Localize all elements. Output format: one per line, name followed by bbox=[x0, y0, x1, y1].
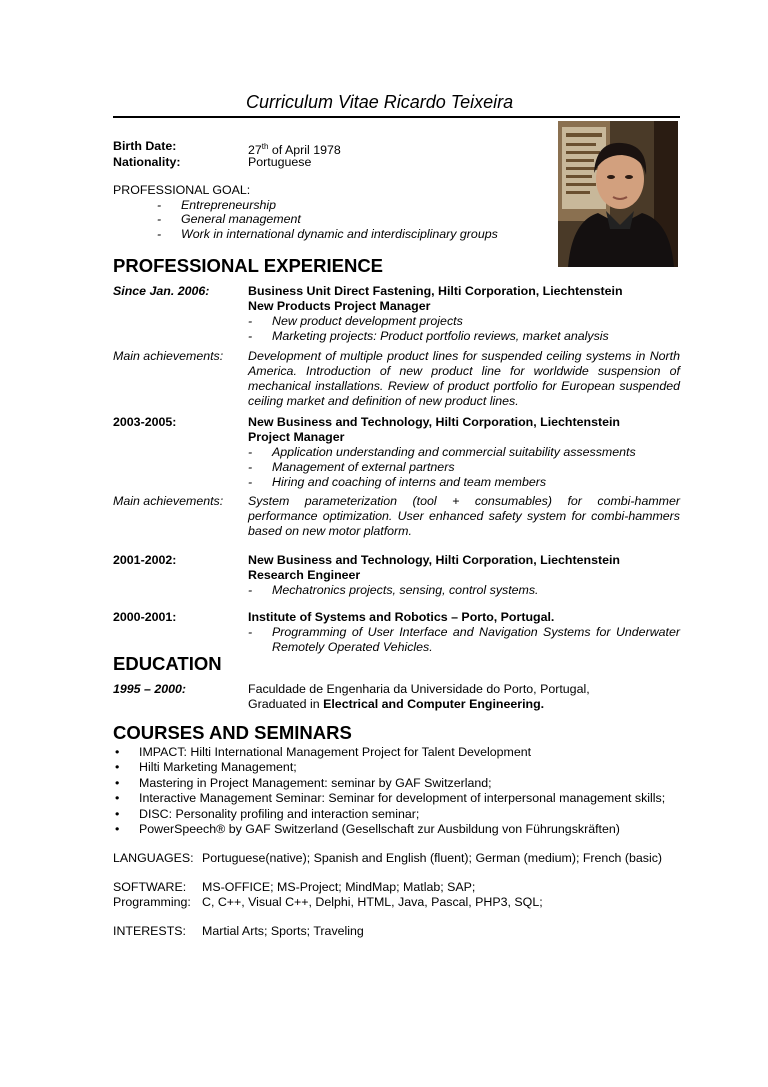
birth-day-suffix: th bbox=[261, 142, 269, 151]
software-label: SOFTWARE: bbox=[113, 880, 187, 894]
birth-date-label: Birth Date: bbox=[113, 139, 177, 153]
languages-label: LANGUAGES: bbox=[113, 851, 194, 865]
job-details bbox=[248, 553, 680, 598]
experience-heading: PROFESSIONAL EXPERIENCE bbox=[113, 255, 384, 276]
job-bullet: - Marketing projects: Product portfolio reviews, market analysis bbox=[248, 329, 609, 343]
job-details bbox=[248, 610, 680, 655]
job-bullet: - Mechatronics projects, sensing, control systems. bbox=[248, 583, 539, 597]
job-bullet: - Programming of User Interface and Navigation Systems for Underwater Remotely Operated Vehicles. bbox=[248, 625, 680, 654]
goal-heading: PROFESSIONAL GOAL: bbox=[113, 183, 251, 197]
job-bullet: - Management of external partners bbox=[248, 460, 455, 474]
job-period: 2000-2001: bbox=[113, 610, 177, 624]
birth-day: 27 bbox=[248, 143, 262, 158]
job-bullet: - Application understanding and commercial suitability assessments bbox=[248, 445, 636, 459]
courses-heading: COURSES AND SEMINARS bbox=[113, 722, 352, 743]
software-value: MS-OFFICE; MS-Project; MindMap; Matlab; SAP; bbox=[202, 880, 476, 894]
list-item: • Mastering in Project Management: seminar by GAF Switzerland; bbox=[115, 775, 492, 790]
job-details bbox=[248, 415, 680, 490]
list-item: • Interactive Management Seminar: Seminar for development of interpersonal management skills; bbox=[115, 791, 666, 806]
job-company: New Business and Technology, Hilti Corporation, Liechtenstein bbox=[248, 415, 620, 429]
education-heading: EDUCATION bbox=[113, 653, 222, 674]
job-details bbox=[248, 284, 680, 344]
job-company: New Business and Technology, Hilti Corporation, Liechtenstein bbox=[248, 553, 620, 567]
languages-row bbox=[113, 851, 662, 866]
document-title: Curriculum Vitae Ricardo Teixeira bbox=[246, 92, 514, 112]
goal-item: - Work in international dynamic and interdisciplinary groups bbox=[157, 227, 498, 241]
programming-label: Programming: bbox=[113, 895, 191, 909]
programming-value: C, C++, Visual C++, Delphi, HTML, Java, Pascal, PHP3, SQL; bbox=[202, 895, 543, 909]
programming-row bbox=[113, 895, 543, 910]
list-item: • IMPACT: Hilti International Management Project for Talent Development bbox=[115, 745, 532, 759]
education-period: 1995 – 2000: bbox=[113, 682, 187, 696]
nationality-label: Nationality: bbox=[113, 155, 181, 169]
job-period: 2001-2002: bbox=[113, 553, 177, 567]
list-item: • Hilti Marketing Management; bbox=[115, 760, 297, 775]
profile-photo bbox=[558, 121, 678, 267]
interests-label: INTERESTS: bbox=[113, 924, 186, 938]
courses-list bbox=[113, 745, 665, 837]
job-period: 2003-2005: bbox=[113, 415, 177, 429]
title-rule bbox=[113, 116, 680, 118]
job-bullet: - New product development projects bbox=[248, 314, 463, 328]
nationality-value: Portuguese bbox=[248, 155, 312, 169]
achievements-text: Development of multiple product lines for suspended ceiling systems in North America. Introduction of new product line for worldwide suspension of mechanical installations. Review of product portfolio for European suspended ceiling market and definition of new product lines. bbox=[248, 349, 680, 408]
list-item: • DISC: Personality profiling and interaction seminar; bbox=[115, 806, 420, 821]
interests-row bbox=[113, 924, 364, 939]
education-school: Faculdade de Engenharia da Universidade do Porto, Portugal, bbox=[248, 682, 590, 696]
job-role: New Products Project Manager bbox=[248, 299, 431, 313]
languages-value: Portuguese(native); Spanish and English (fluent); German (medium); French (basic) bbox=[202, 851, 663, 865]
job-bullet: - Hiring and coaching of interns and team members bbox=[248, 475, 547, 489]
software-row bbox=[113, 880, 475, 895]
achievements-label: Main achievements: bbox=[113, 494, 224, 508]
goal-item: - Entrepreneurship bbox=[157, 198, 277, 212]
birth-month-year: of April 1978 bbox=[268, 143, 341, 158]
job-role: Project Manager bbox=[248, 430, 345, 444]
job-company: Institute of Systems and Robotics – Porto, Portugal. bbox=[248, 610, 555, 624]
achievements-label: Main achievements: bbox=[113, 349, 224, 363]
job-role: Research Engineer bbox=[248, 568, 361, 582]
job-period: Since Jan. 2006: bbox=[113, 284, 210, 298]
job-company: Business Unit Direct Fastening, Hilti Corporation, Liechtenstein bbox=[248, 284, 623, 298]
achievements-text: System parameterization (tool + consumables) for combi-hammer performance optimization. User enhanced safety system for combi-hammers based on new motor platform. bbox=[248, 494, 680, 538]
education-details bbox=[248, 682, 680, 712]
list-item: • PowerSpeech® by GAF Switzerland (Gesellschaft zur Ausbildung von Führungskräften) bbox=[115, 822, 620, 837]
interests-value: Martial Arts; Sports; Traveling bbox=[202, 924, 364, 938]
education-degree: Graduated in Electrical and Computer Engineering. bbox=[248, 697, 545, 711]
goal-item: - General management bbox=[157, 212, 301, 226]
